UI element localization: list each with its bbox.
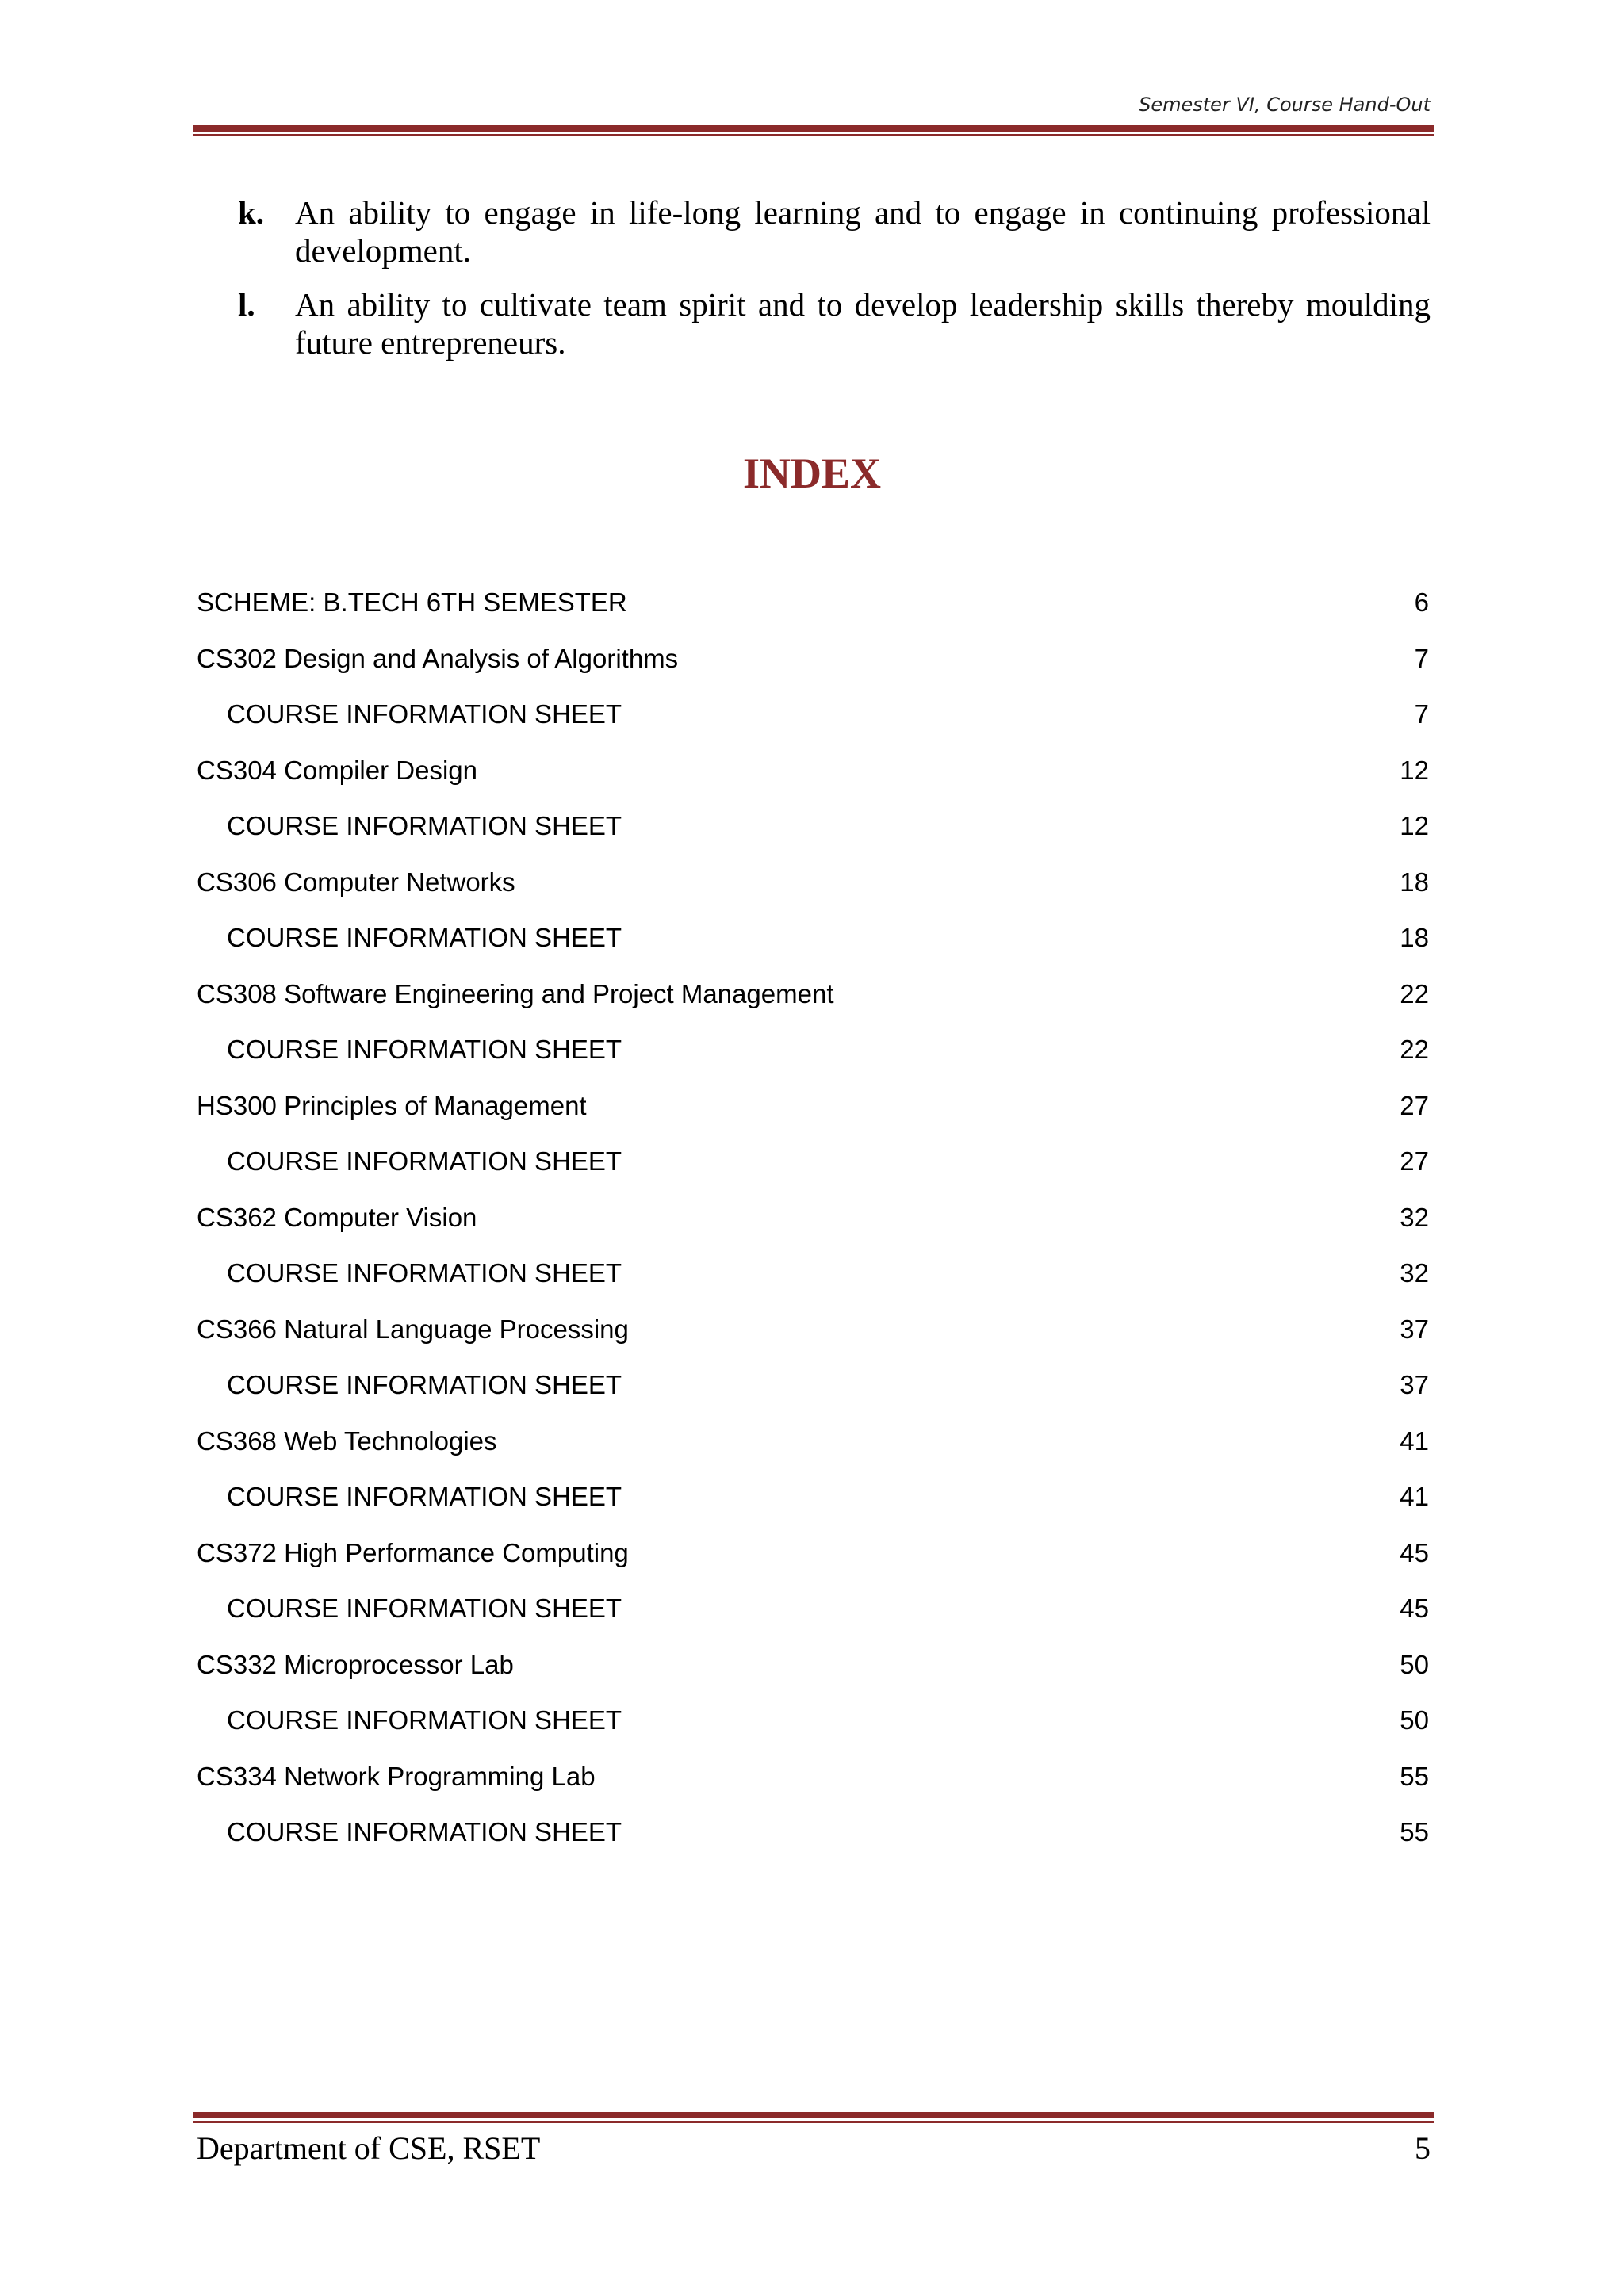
toc-entry[interactable] [197,1643,1429,1699]
outcome-item-k [238,193,1431,270]
header-divider [193,125,1434,136]
toc-entry-label: CS368 Web Technologies [197,1425,497,1456]
toc-entry-page: 55 [1400,1761,1429,1791]
toc-entry-page: 22 [1400,1035,1429,1064]
toc-entry-page: 27 [1400,1146,1429,1176]
toc-entry-label: COURSE INFORMATION SHEET [227,1482,622,1511]
toc-entry-page: 7 [1414,643,1429,673]
toc-entry-page: 6 [1414,587,1429,617]
toc-subentry[interactable] [197,1139,1429,1196]
toc-entry-page: 37 [1400,1314,1429,1344]
toc-subentry[interactable] [197,1586,1429,1643]
toc-entry-label: COURSE INFORMATION SHEET [227,699,622,729]
program-outcomes-list [238,193,1431,377]
toc-entry-page: 32 [1400,1258,1429,1288]
toc-entry[interactable] [197,1531,1429,1587]
toc-subentry[interactable] [197,1251,1429,1307]
toc-entry-label: CS304 Compiler Design [197,755,477,785]
outcome-letter: l. [238,286,255,323]
toc-entry-label: CS372 High Performance Computing [197,1537,629,1567]
toc-entry-label: CS332 Microprocessor Lab [197,1649,514,1679]
toc-entry-page: 7 [1414,699,1429,729]
toc-subentry[interactable] [197,1027,1429,1084]
index-title: INDEX [742,450,882,497]
toc-entry-label: CS302 Design and Analysis of Algorithms [197,643,679,673]
toc-entry-label: COURSE INFORMATION SHEET [227,1258,622,1288]
toc-entry-page: 37 [1400,1370,1429,1399]
toc-entry[interactable] [197,1084,1429,1140]
toc-entry-page: 18 [1400,867,1429,897]
toc-entry[interactable] [197,1755,1429,1811]
toc-subentry[interactable] [197,1810,1429,1866]
toc-entry-page: 50 [1400,1705,1429,1735]
footer-page-number: 5 [1415,2130,1431,2166]
outcome-text: An ability to cultivate team spirit and to develop leadership skills thereby moulding future entrepreneurs. [295,286,1431,361]
toc-entry-label: CS362 Computer Vision [197,1202,477,1232]
toc-entry-label: COURSE INFORMATION SHEET [227,1705,622,1735]
toc-entry-label: COURSE INFORMATION SHEET [227,923,622,952]
toc-entry[interactable] [197,860,1429,916]
outcome-item-l [238,285,1431,362]
toc-entry-label: SCHEME: B.TECH 6TH SEMESTER [197,587,627,617]
toc-entry-page: 45 [1400,1537,1429,1567]
toc-entry-label: COURSE INFORMATION SHEET [227,1370,622,1399]
toc-subentry[interactable] [197,916,1429,972]
toc-subentry[interactable] [197,692,1429,748]
toc-entry-label: CS306 Computer Networks [197,867,515,897]
toc-entry[interactable] [197,748,1429,805]
toc-subentry[interactable] [197,804,1429,860]
toc-entry[interactable] [197,1419,1429,1475]
toc-entry-page: 50 [1400,1649,1429,1679]
outcome-letter: k. [238,194,265,231]
footer-department: Department of CSE, RSET [197,2130,541,2166]
toc-entry-label: COURSE INFORMATION SHEET [227,1594,622,1623]
toc-entry-label: COURSE INFORMATION SHEET [227,1817,622,1846]
toc-entry-page: 41 [1400,1482,1429,1511]
toc-entry[interactable] [197,580,1429,637]
toc-entry[interactable] [197,1307,1429,1364]
toc-entry-page: 12 [1400,755,1429,785]
toc-entry-page: 41 [1400,1425,1429,1456]
toc-entry-page: 32 [1400,1202,1429,1232]
outcome-text: An ability to engage in life-long learning and to engage in continuing professional development. [295,194,1431,269]
footer-divider [193,2112,1434,2123]
toc-entry-label: CS308 Software Engineering and Project Management [197,978,834,1008]
toc-entry-label: COURSE INFORMATION SHEET [227,811,622,840]
toc-entry-page: 18 [1400,923,1429,952]
toc-entry-label: CS366 Natural Language Processing [197,1314,629,1344]
toc-entry[interactable] [197,1196,1429,1252]
toc-entry-label: CS334 Network Programming Lab [197,1761,596,1791]
toc-entry-page: 22 [1400,978,1429,1008]
toc-entry-label: COURSE INFORMATION SHEET [227,1035,622,1064]
toc-subentry[interactable] [197,1363,1429,1419]
toc-entry-label: COURSE INFORMATION SHEET [227,1146,622,1176]
toc-entry-page: 45 [1400,1594,1429,1623]
toc-subentry[interactable] [197,1475,1429,1531]
toc-entry-page: 55 [1400,1817,1429,1846]
running-header: Semester VI, Course Hand-Out [1139,94,1431,116]
toc-entry[interactable] [197,972,1429,1028]
toc-entry-page: 12 [1400,811,1429,840]
toc-entry-label: HS300 Principles of Management [197,1090,587,1120]
toc-entry[interactable] [197,637,1429,693]
table-of-contents [197,580,1429,1866]
toc-entry-page: 27 [1400,1090,1429,1120]
toc-subentry[interactable] [197,1698,1429,1755]
